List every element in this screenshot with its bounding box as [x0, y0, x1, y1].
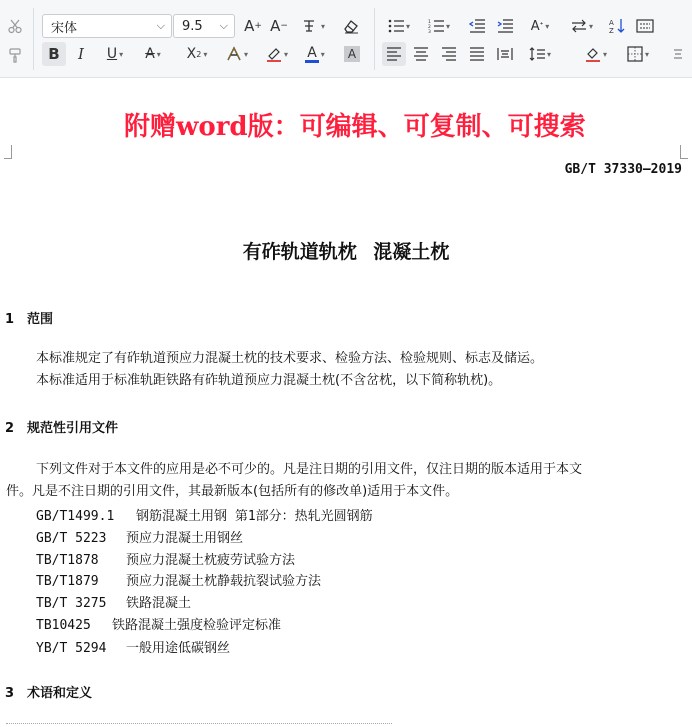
svg-text:1: 1 [427, 20, 431, 25]
page-corner-mark [4, 145, 12, 159]
show-marks-icon[interactable] [634, 14, 656, 38]
reference-name: 预应力混凝土枕疲劳试验方法 [126, 553, 296, 568]
justify-icon[interactable] [466, 42, 488, 66]
bullets-icon[interactable]: ▾ [384, 14, 414, 38]
font-name-value: 宋体 [51, 20, 78, 36]
reference-item [36, 637, 230, 656]
reference-item [36, 505, 373, 524]
svg-text:Z: Z [609, 27, 614, 34]
promo-banner: 附赠word版：可编辑、可复制、可搜索 [124, 112, 586, 142]
section-number: 1 [5, 312, 15, 327]
section-heading [5, 417, 118, 436]
svg-text:3: 3 [427, 30, 431, 33]
cut-icon[interactable] [4, 14, 26, 38]
align-center-icon[interactable] [410, 42, 432, 66]
sort-icon[interactable] [606, 14, 628, 38]
section-title: 规范性引用文件 [27, 421, 119, 436]
text-direction-icon[interactable]: ▾ [566, 14, 598, 38]
superscript-icon[interactable]: X 2 ▾ [186, 46, 208, 62]
format-painter-icon[interactable] [4, 43, 26, 67]
reference-item [36, 592, 191, 611]
divider [6, 723, 392, 724]
reference-name: 铁路混凝土强度检验评定标准 [112, 618, 282, 633]
standard-number: GB/T 37330—2019 [564, 162, 682, 177]
svg-text:2: 2 [427, 25, 431, 30]
section-number: 2 [5, 421, 15, 436]
clear-format-icon[interactable] [340, 14, 362, 38]
align-right-icon[interactable] [438, 42, 460, 66]
reference-item [36, 570, 321, 589]
section-title: 术语和定义 [27, 686, 93, 701]
chevron-down-icon: ⌵ [156, 19, 165, 32]
char-shading-icon[interactable]: A [342, 42, 362, 66]
reference-code: TB/T1879 [36, 574, 99, 589]
text-effect-icon[interactable]: ▾ [222, 42, 252, 66]
change-case-icon[interactable]: A ᐩ ▾ [530, 18, 550, 34]
font-size-select[interactable] [173, 14, 235, 38]
reference-code: YB/T 5294 [36, 641, 107, 656]
italic-icon[interactable]: I [78, 45, 84, 63]
numbering-icon[interactable]: 1 2 3 ▾ [427, 20, 450, 33]
section-heading [5, 308, 53, 327]
svg-text:A: A [609, 19, 614, 27]
reference-name: 一般用途低碳钢丝 [126, 641, 231, 656]
reference-code: GB/T 5223 [36, 531, 107, 546]
decrease-indent-icon[interactable] [466, 14, 488, 38]
section-title: 范围 [27, 312, 54, 327]
reference-name: 钢筋混凝土用钢 第1部分：热轧光圆钢筋 [136, 509, 373, 524]
shrink-font-icon[interactable]: A − [270, 17, 288, 35]
font-size-value: 9.5 [182, 18, 203, 34]
ribbon-separator [374, 8, 375, 70]
grow-font-icon[interactable]: A + [244, 17, 262, 35]
reference-code: TB/T1878 [36, 553, 99, 568]
reference-name: 铁路混凝土 [126, 596, 192, 611]
paragraph: 下列文件对于本文件的应用是必不可少的。凡是注日期的引用文件，仅注日期的版本适用于本文 [36, 462, 583, 477]
reference-item [36, 614, 281, 633]
align-left-icon[interactable] [382, 42, 406, 66]
section-number: 3 [5, 686, 15, 701]
reference-code: TB/T 3275 [36, 596, 107, 611]
more-options-icon[interactable] [670, 42, 686, 66]
line-spacing-icon[interactable]: ▾ [524, 42, 556, 66]
highlight-icon[interactable]: ▾ [262, 42, 292, 66]
font-color-icon[interactable]: A ▾ [307, 44, 325, 61]
document-title: 有砟轨道轨枕 混凝土枕 [242, 241, 450, 263]
ribbon-separator [33, 8, 34, 70]
paragraph: 件。凡是不注日期的引用文件，其最新版本(包括所有的修改单)适用于本文件。 [6, 484, 459, 499]
reference-code: TB10425 [36, 618, 91, 633]
increase-indent-icon[interactable] [494, 14, 516, 38]
chevron-down-icon: ⌵ [219, 19, 228, 32]
formatting-ribbon [0, 0, 692, 78]
bold-icon[interactable]: B [42, 42, 66, 66]
section-heading [5, 682, 92, 701]
reference-item [36, 549, 295, 568]
reference-item [36, 527, 243, 546]
document-page[interactable] [0, 79, 692, 727]
borders-icon[interactable]: ▾ [622, 42, 654, 66]
reference-name: 预应力混凝土用钢丝 [126, 531, 244, 546]
paragraph: 本标准适用于标准轨距铁路有砟轨道预应力混凝土枕(不含岔枕，以下简称轨枕)。 [36, 373, 502, 388]
shading-icon[interactable]: ▾ [580, 42, 612, 66]
strikethrough-icon[interactable]: A ▾ [145, 46, 161, 62]
font-name-select[interactable] [42, 14, 172, 38]
phonetic-guide-icon[interactable]: ▾ [298, 14, 328, 38]
reference-name: 预应力混凝土枕静载抗裂试验方法 [126, 574, 322, 589]
reference-code: GB/T1499.1 [36, 509, 115, 524]
paragraph: 本标准规定了有砟轨道预应力混凝土枕的技术要求、检验方法、检验规则、标志及储运。 [36, 351, 544, 366]
distribute-icon[interactable] [494, 42, 516, 66]
page-corner-mark [680, 145, 688, 159]
underline-icon[interactable]: U ▾ [106, 46, 124, 62]
